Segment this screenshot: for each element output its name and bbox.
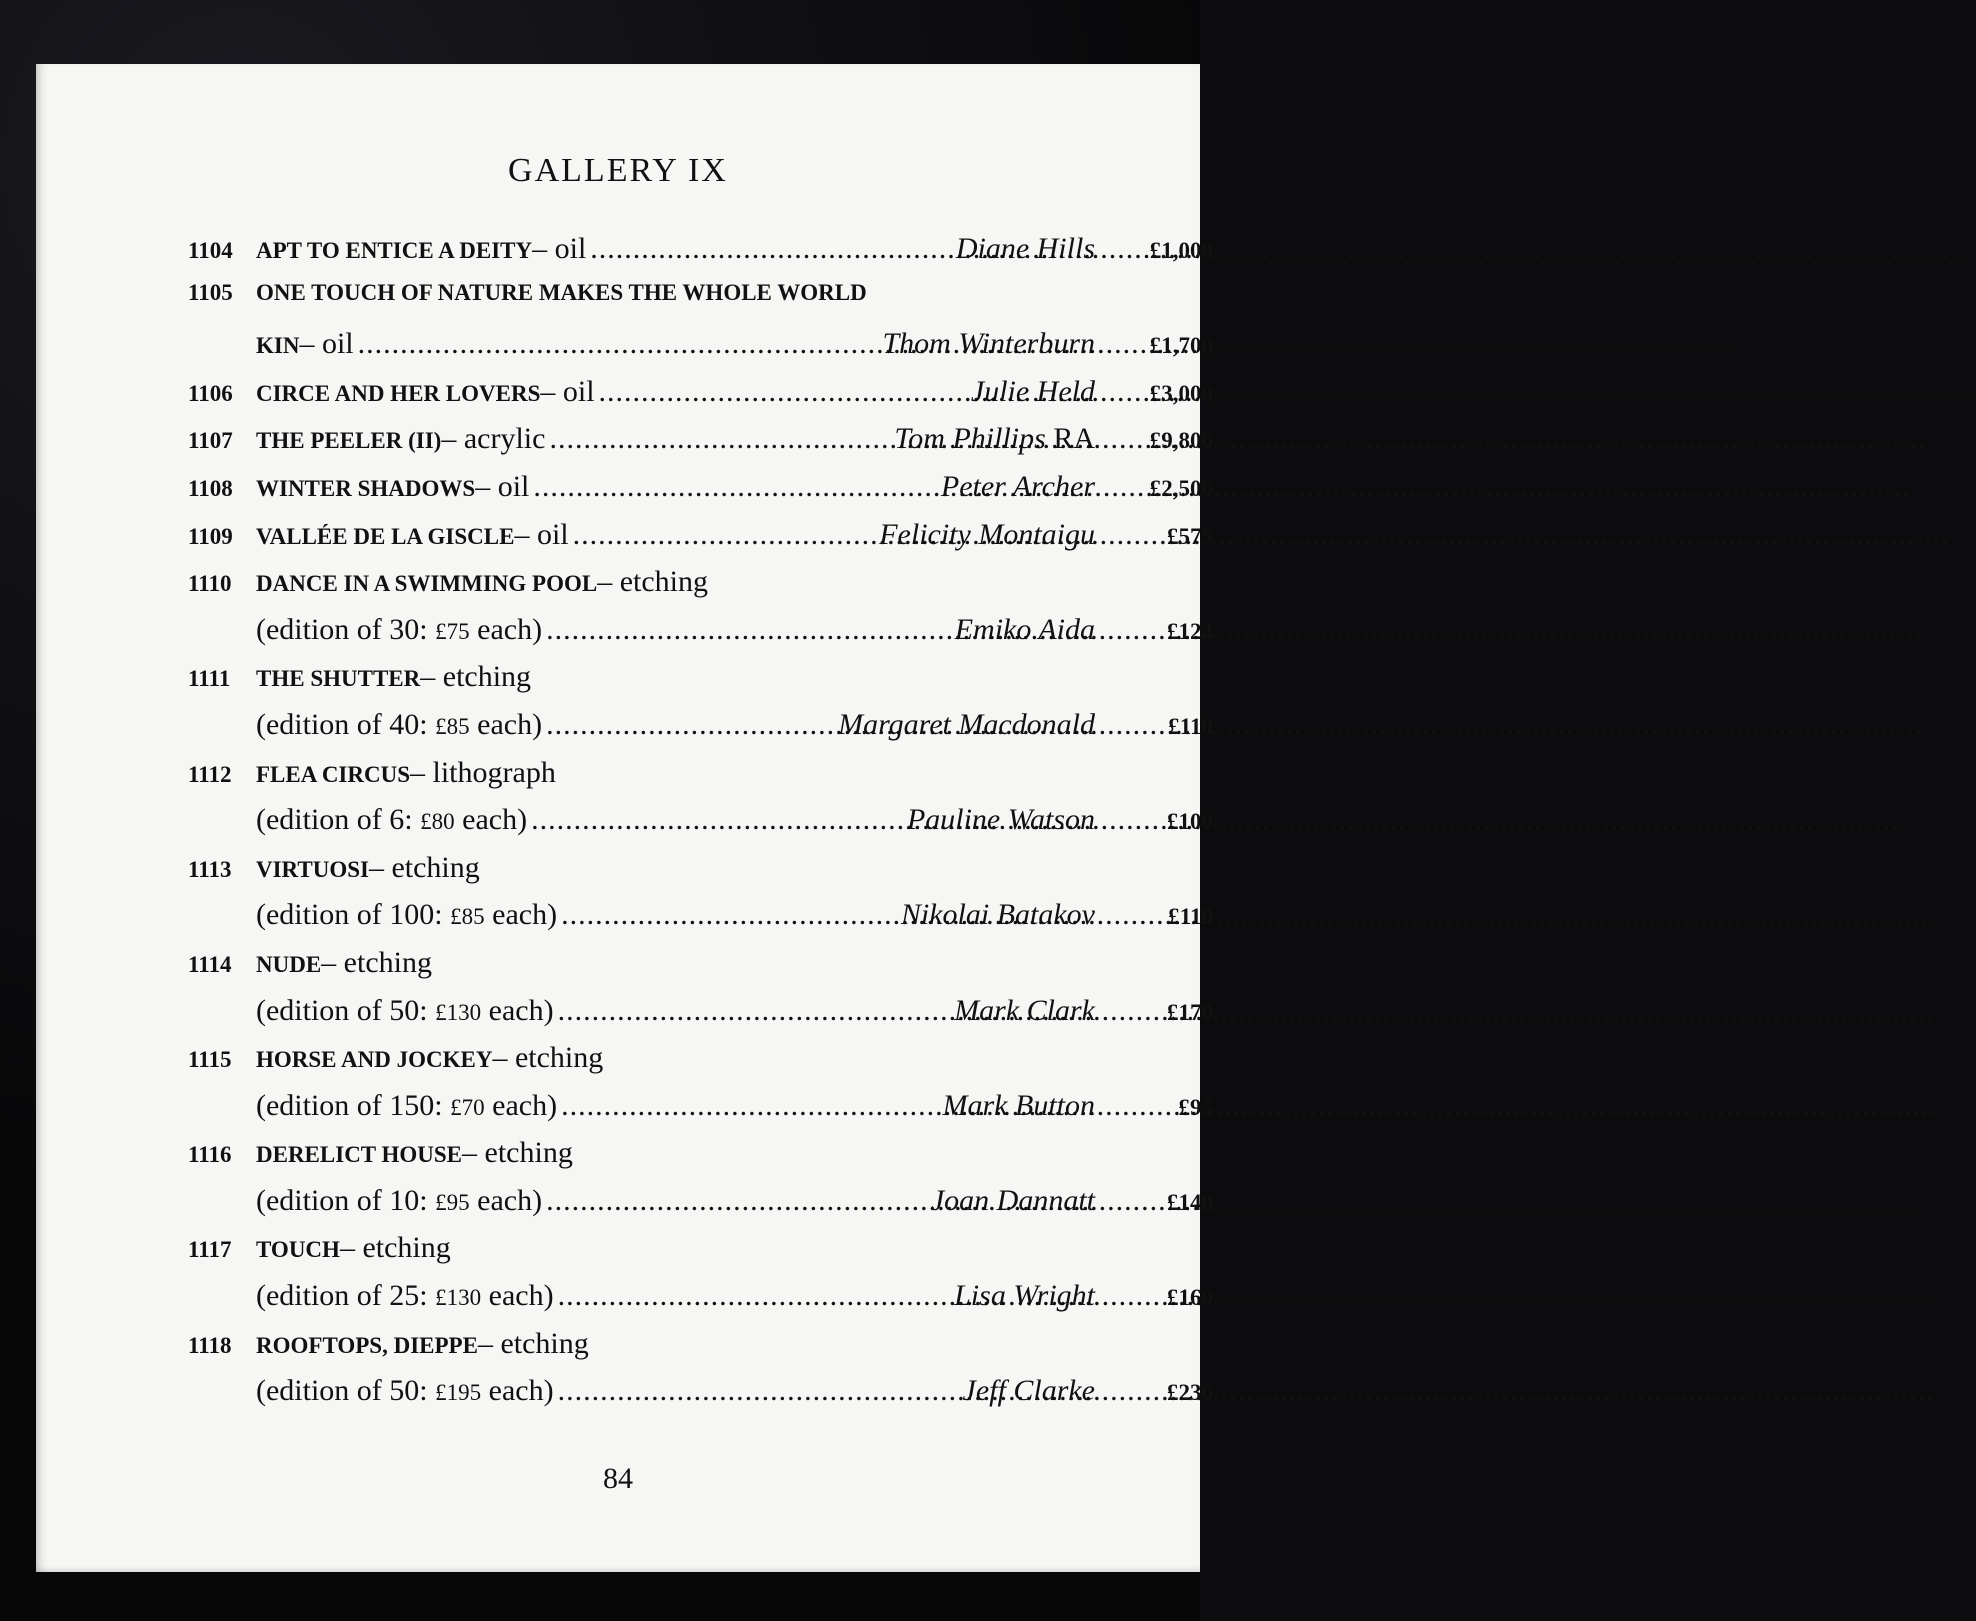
artwork-price: £1,700 (1149, 333, 1213, 359)
artist-name-text: Julie Held (970, 374, 1095, 408)
artist-name (901, 898, 1095, 932)
artwork-price: £110 (1168, 713, 1213, 739)
entry-description (256, 994, 1095, 1028)
artwork-title: APT TO ENTICE A DEITY (256, 238, 533, 263)
leader-dots (549, 422, 890, 456)
artist-name (931, 1184, 1095, 1218)
entry-description (256, 1184, 1095, 1218)
lot-number: 1111 (188, 666, 231, 692)
artist-name (941, 470, 1095, 504)
catalogue-entry-line (188, 756, 1213, 804)
edition-suffix: each) (481, 1279, 554, 1313)
edition-suffix: each) (484, 1088, 558, 1122)
catalogue-entry-line (188, 803, 1213, 851)
artwork-medium: – etching (492, 1041, 604, 1075)
leader-dots (573, 518, 876, 552)
artist-name-text: Peter Archer (940, 469, 1095, 503)
edition-suffix: each) (481, 993, 554, 1027)
catalogue-entry-line (188, 708, 1213, 756)
edition-prefix: (edition of 100: (256, 898, 451, 932)
artwork-price: £95 (1178, 1094, 1213, 1120)
catalogue-listing (188, 232, 1213, 1422)
leader-dots (546, 613, 951, 647)
edition-price: £95 (435, 1189, 470, 1215)
leader-dots (533, 470, 937, 504)
edition-price: £195 (435, 1380, 482, 1406)
artwork-title: WINTER SHADOWS (256, 475, 476, 501)
lot-number: 1110 (188, 571, 232, 597)
lot-number: 1107 (188, 428, 233, 454)
leader-dots (561, 898, 897, 932)
catalogue-entry-line (188, 422, 1213, 470)
edition-price: £130 (435, 999, 482, 1025)
edition-info (256, 1184, 542, 1218)
edition-info (256, 994, 554, 1028)
artist-name-text: Mark Clark (954, 993, 1095, 1027)
edition-suffix: each) (481, 1374, 554, 1408)
edition-info (256, 1089, 557, 1123)
edition-price: £85 (450, 904, 485, 930)
artwork-title: TOUCH (256, 1237, 340, 1263)
entry-description (256, 280, 1095, 306)
lot-number: 1104 (188, 238, 233, 263)
artist-name-text: Mark Button (942, 1088, 1095, 1122)
artwork-medium: – etching (477, 1326, 589, 1360)
entry-description (256, 660, 1095, 694)
entry-description (256, 613, 1095, 647)
artist-name (907, 803, 1095, 837)
artist-name-text: Pauline Watson (906, 803, 1095, 837)
catalogue-entry-line (188, 851, 1213, 899)
edition-suffix: each) (469, 612, 543, 646)
artwork-price: £160 (1167, 1285, 1213, 1311)
artwork-title: DANCE IN A SWIMMING POOL (256, 571, 598, 597)
edition-prefix: (edition of 50: (256, 993, 436, 1027)
artwork-medium: – etching (321, 945, 432, 979)
catalogue-entry-line (188, 1136, 1213, 1184)
artwork-title: KIN (256, 333, 300, 359)
artist-name-text: Nikolai Batakov (900, 898, 1095, 932)
artist-name (971, 375, 1095, 409)
artwork-title: THE PEELER (II) (256, 428, 442, 454)
catalogue-page (36, 64, 1213, 1572)
catalogue-entry-line (188, 1374, 1213, 1422)
entry-description (256, 1041, 1095, 1075)
edition-info (256, 708, 542, 742)
artwork-title: ONE TOUCH OF NATURE MAKES THE WHOLE WORLD (256, 279, 867, 305)
artwork-medium: – oil (514, 517, 569, 551)
edition-info (256, 1279, 554, 1313)
artist-name (954, 994, 1095, 1028)
artwork-price: £110 (1168, 904, 1213, 930)
leader-dots (599, 375, 967, 409)
artist-name-text: Tom Phillips (894, 422, 1046, 456)
artwork-price: £230 (1167, 1380, 1213, 1406)
artwork-medium: – etching (597, 565, 709, 599)
catalogue-entry-line (188, 1327, 1213, 1375)
artwork-price: £140 (1167, 1189, 1213, 1215)
artwork-title: HORSE AND JOCKEY (256, 1047, 493, 1073)
lot-number: 1116 (188, 1142, 232, 1168)
entry-description (256, 708, 1095, 742)
entry-description (256, 1231, 1095, 1265)
catalogue-entry-line (188, 280, 1213, 328)
edition-price: £85 (435, 713, 470, 739)
artwork-price: £9,800 (1149, 428, 1213, 454)
artist-name-text: Felicity Montaigu (879, 517, 1095, 551)
entry-description (256, 375, 1095, 409)
leader-dots (546, 1184, 927, 1218)
leader-dots (561, 1089, 938, 1123)
lot-number: 1113 (188, 856, 232, 882)
edition-price: £80 (420, 809, 455, 835)
artwork-medium: – etching (420, 660, 532, 694)
page-title: GALLERY IX (508, 152, 728, 189)
artwork-medium: – lithograph (410, 755, 556, 789)
catalogue-entry-line (188, 1231, 1213, 1279)
edition-prefix: (edition of 25: (256, 1279, 436, 1313)
edition-price: £75 (435, 618, 470, 644)
catalogue-entry-line (188, 1279, 1213, 1327)
artwork-price: £3,000 (1149, 380, 1213, 406)
artist-name-text: Thom Winterburn (882, 327, 1095, 361)
catalogue-entry-line (188, 660, 1213, 708)
leader-dots (558, 1374, 959, 1408)
artist-honour: RA (1045, 422, 1095, 456)
lot-number: 1109 (188, 523, 233, 549)
entry-description (256, 232, 1095, 266)
artist-name (894, 422, 1095, 456)
edition-info (256, 803, 527, 837)
catalogue-entry-line (188, 518, 1213, 566)
artist-name-text: Margaret Macdonald (838, 707, 1095, 741)
page-number: 84 (603, 1462, 633, 1495)
lot-number: 1108 (188, 475, 233, 501)
artist-name (954, 1279, 1095, 1313)
catalogue-entry-line (188, 470, 1213, 518)
artwork-price: £170 (1167, 999, 1213, 1025)
entry-description (256, 1279, 1095, 1313)
edition-prefix: (edition of 6: (256, 803, 421, 837)
artwork-title: DERELICT HOUSE (256, 1142, 463, 1168)
artwork-title: FLEA CIRCUS (256, 761, 411, 787)
edition-prefix: (edition of 40: (256, 707, 436, 741)
artwork-title: ROOFTOPS, DIEPPE (256, 1332, 478, 1358)
edition-price: £70 (450, 1094, 485, 1120)
artwork-medium: – oil (299, 327, 354, 361)
entry-description (256, 946, 1095, 980)
artwork-price: £100 (1167, 809, 1213, 835)
entry-description (256, 756, 1095, 790)
entry-description (256, 803, 1095, 837)
lot-number: 1106 (188, 380, 233, 406)
artist-name (943, 1089, 1095, 1123)
entry-description (256, 1327, 1095, 1361)
edition-prefix: (edition of 150: (256, 1088, 451, 1122)
artist-name-text: Lisa Wright (954, 1279, 1095, 1313)
edition-info (256, 613, 542, 647)
artwork-title: VIRTUOSI (256, 856, 369, 882)
artwork-price: £2,500 (1149, 475, 1213, 501)
artwork-price: £575 (1167, 523, 1213, 549)
lot-number: 1117 (188, 1237, 232, 1263)
lot-number: 1118 (188, 1332, 232, 1358)
entry-description (256, 422, 1095, 456)
artwork-price: £124 (1167, 618, 1213, 644)
catalogue-entry-line (188, 1184, 1213, 1232)
entry-description (256, 470, 1095, 504)
artist-name-text: Jeff Clarke (962, 1374, 1095, 1408)
artwork-medium: – oil (540, 374, 595, 408)
entry-description (256, 1089, 1095, 1123)
entry-description (256, 851, 1095, 885)
catalogue-entry-line (188, 327, 1213, 375)
catalogue-entry-line (188, 994, 1213, 1042)
artwork-medium: – oil (532, 232, 587, 265)
edition-suffix: each) (469, 707, 543, 741)
edition-suffix: each) (454, 803, 528, 837)
artist-name (963, 1374, 1095, 1408)
edition-info (256, 1374, 554, 1408)
artwork-title: VALLÉE DE LA GISCLE (256, 523, 515, 549)
entry-description (256, 1374, 1095, 1408)
edition-suffix: each) (469, 1183, 543, 1217)
artwork-medium: – etching (368, 850, 480, 884)
artwork-medium: – acrylic (441, 422, 546, 456)
catalogue-entry-line (188, 375, 1213, 423)
lot-number: 1114 (188, 951, 232, 977)
edition-price: £130 (435, 1285, 482, 1311)
catalogue-entry-line (188, 565, 1213, 613)
leader-dots (546, 708, 834, 742)
entry-description (256, 327, 1095, 361)
artwork-title: CIRCE AND HER LOVERS (256, 380, 541, 406)
catalogue-entry-line (188, 613, 1213, 661)
artwork-medium: – etching (462, 1136, 573, 1170)
artwork-medium: – etching (339, 1231, 451, 1265)
artist-name (955, 613, 1095, 647)
entry-description (256, 898, 1095, 932)
lot-number: 1115 (188, 1047, 232, 1073)
catalogue-entry-line (188, 1041, 1213, 1089)
leader-dots (531, 803, 903, 837)
artist-name (838, 708, 1095, 742)
artist-name (879, 518, 1095, 552)
leader-dots (558, 994, 951, 1028)
edition-prefix: (edition of 30: (256, 612, 436, 646)
leader-dots (558, 1279, 951, 1313)
entry-description (256, 1136, 1095, 1170)
artwork-title: NUDE (256, 951, 322, 977)
lot-number: 1105 (188, 279, 233, 305)
catalogue-entry-line (188, 898, 1213, 946)
artwork-price: £1,000 (1149, 238, 1213, 263)
artist-name-text: Emiko Aida (954, 612, 1095, 646)
catalogue-entry-line (188, 1089, 1213, 1137)
artist-name-text: Diane Hills (955, 232, 1095, 265)
artist-name (956, 232, 1095, 266)
edition-suffix: each) (484, 898, 558, 932)
edition-prefix: (edition of 10: (256, 1183, 436, 1217)
edition-prefix: (edition of 50: (256, 1374, 436, 1408)
leader-dots (590, 232, 952, 266)
artist-name (882, 327, 1095, 361)
edition-info (256, 898, 557, 932)
artist-name-text: Joan Dannatt (930, 1183, 1095, 1217)
lot-number: 1112 (188, 761, 232, 787)
artwork-medium: – oil (475, 469, 530, 503)
catalogue-entry-line (188, 946, 1213, 994)
leader-dots (358, 327, 879, 361)
entry-description (256, 565, 1095, 599)
entry-description (256, 518, 1095, 552)
artwork-title: THE SHUTTER (256, 666, 421, 692)
catalogue-entry-line (188, 232, 1213, 280)
